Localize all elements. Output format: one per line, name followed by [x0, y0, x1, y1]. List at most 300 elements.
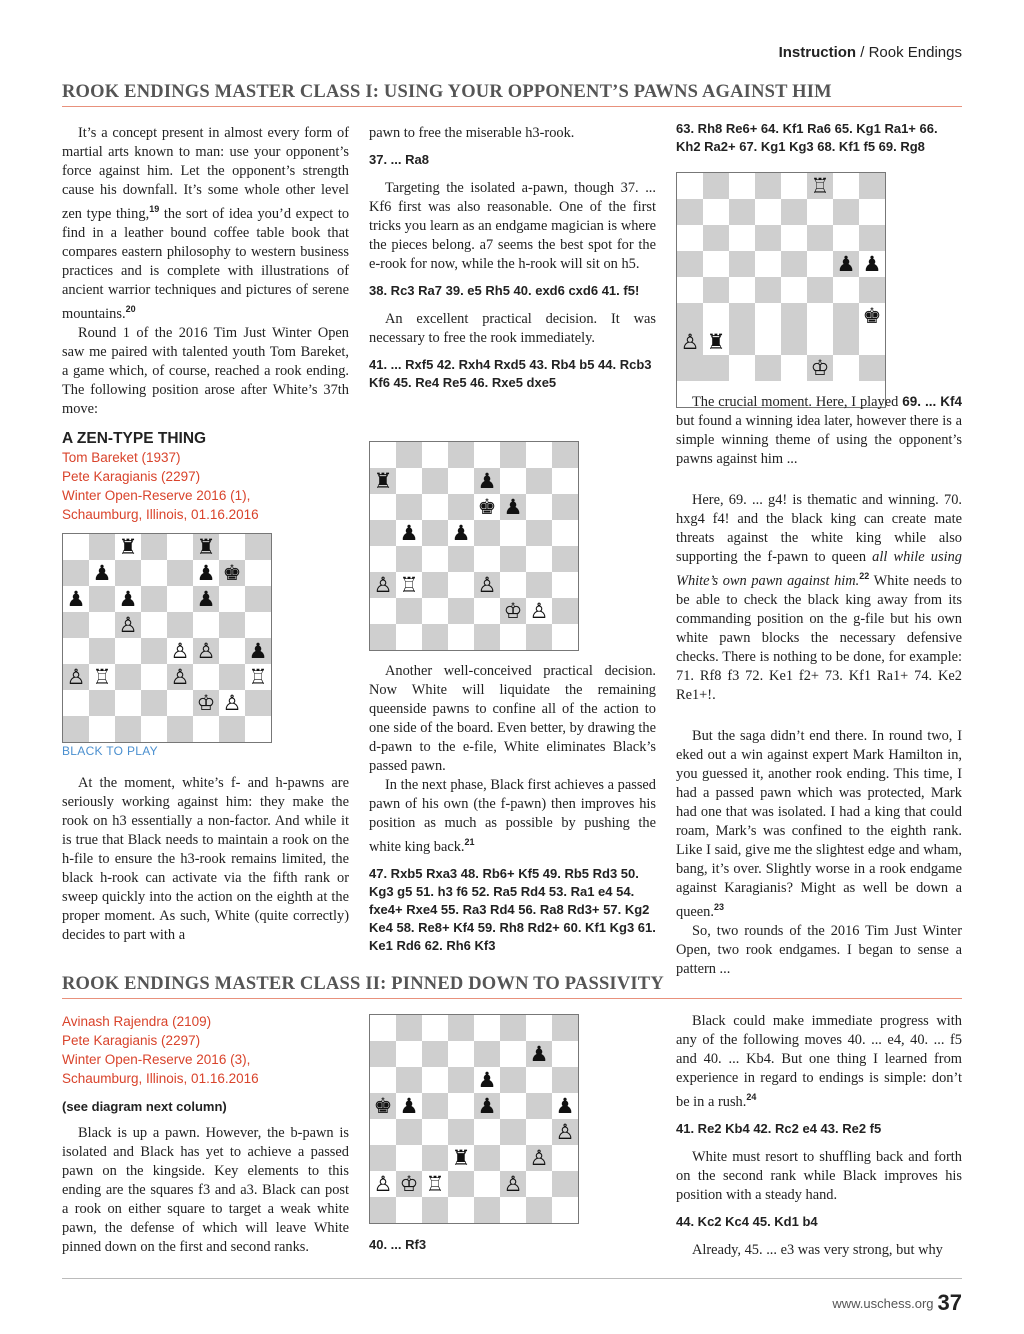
black-pawn-icon: ♟: [833, 251, 859, 277]
board-square: [193, 612, 219, 638]
board-square: [552, 1041, 578, 1067]
board-square: [219, 716, 245, 742]
board-square: [677, 355, 703, 381]
board-square: [396, 598, 422, 624]
board-square: [89, 690, 115, 716]
white-rook-icon: ♖: [245, 664, 271, 690]
board-square: [833, 355, 859, 381]
board-square: [552, 468, 578, 494]
board-square: [833, 173, 859, 199]
white-pawn-icon: ♙: [63, 664, 89, 690]
footer-url: www.uschess.org: [832, 1296, 934, 1311]
white-pawn-icon: ♙: [500, 1171, 526, 1197]
s1-column-3-continued: [676, 392, 962, 979]
board-square: [500, 442, 526, 468]
board-square: [703, 199, 729, 225]
board-square: [526, 1067, 552, 1093]
chess-diagram-3: [676, 172, 886, 408]
board-square: [552, 442, 578, 468]
board-square: [807, 277, 833, 303]
board-square: [807, 329, 833, 355]
board-square: [422, 546, 448, 572]
white-pawn-icon: ♙: [552, 1119, 578, 1145]
board-square: [370, 1197, 396, 1223]
board-square: [781, 277, 807, 303]
board-square: [115, 716, 141, 742]
board-square: [89, 716, 115, 742]
board-square: [500, 1197, 526, 1223]
board-square: [396, 1015, 422, 1041]
board-square: [552, 572, 578, 598]
white-pawn-icon: ♙: [677, 329, 703, 355]
board-square: [474, 1041, 500, 1067]
board-square: [448, 1067, 474, 1093]
board-square: [552, 598, 578, 624]
board-square: [552, 494, 578, 520]
board-square: [500, 1145, 526, 1171]
board-square: [729, 225, 755, 251]
board-square: [859, 199, 885, 225]
board-square: [526, 442, 552, 468]
board-square: [859, 355, 885, 381]
board-square: [500, 520, 526, 546]
board-square: [474, 1171, 500, 1197]
board-square: [448, 546, 474, 572]
board-square: [422, 624, 448, 650]
board-square: [448, 494, 474, 520]
board-square: [833, 277, 859, 303]
s1-c1-paragraph-2: Round 1 of the 2016 Tim Just Winter Open saw me paired with talented youth Tom Bareket, a game which, of course, reached a rook ending. The following position arose after White’s 37th move:: [62, 324, 349, 417]
board-square: [781, 173, 807, 199]
white-pawn-icon: ♙: [167, 638, 193, 664]
s2-c3-paragraph-1: Black could make immediate progress with any of the following moves 40. ... e4, 40. ... f5 and 40. ... Kb4. But one thing I learned from experience in regard to endings is simple: don’t be in a rush.$^{24}$: [676, 1013, 962, 1110]
black-pawn-icon: ♟: [63, 586, 89, 612]
board-square: [422, 1197, 448, 1223]
black-rook-icon: ♜: [448, 1145, 474, 1171]
s1-c3-paragraph-1: The crucial moment. Here, I played 69. ... Kf4 but found a winning idea later, however there is a simple winning theme of using the opponent’s pawns against him ...: [676, 394, 962, 467]
board-square: [422, 1067, 448, 1093]
board-square: [526, 494, 552, 520]
board-square: [526, 1093, 552, 1119]
board-square: [396, 1145, 422, 1171]
board-square: [141, 534, 167, 560]
board-square: [781, 355, 807, 381]
board-square: [448, 624, 474, 650]
board-square: [63, 534, 89, 560]
board-square: [63, 560, 89, 586]
board-square: [781, 199, 807, 225]
board-square: [474, 1197, 500, 1223]
board-square: [219, 664, 245, 690]
black-rook-icon: ♜: [193, 534, 219, 560]
s2-c1-paragraph-1: Black is up a pawn. However, the b-pawn is isolated and Black has yet to achieve a passed pawn on the kingside. Key elements to this ending are the squares f3 and a3. Black can post a rook on either square to target a weak white pawn, the defense of which will leave White pinned down on the first and second ranks.: [62, 1125, 349, 1255]
black-pawn-icon: ♟: [474, 468, 500, 494]
board-square: [422, 598, 448, 624]
board-square: [729, 355, 755, 381]
board-square: [500, 1093, 526, 1119]
s1-c2-paragraph-1: pawn to free the miserable h3-rook.: [369, 125, 575, 141]
black-pawn-icon: ♟: [396, 520, 422, 546]
board-square: [552, 1015, 578, 1041]
board-square: [552, 1197, 578, 1223]
moves-41-46: 41. ... Rxf5 42. Rxh4 Rxd5 43. Rb4 b5 44. Rcb3 Kf6 45. Re4 Re5 46. Rxe5 dxe5: [369, 357, 652, 390]
black-pawn-icon: ♟: [474, 1067, 500, 1093]
board-square: [422, 520, 448, 546]
board-square: [396, 1197, 422, 1223]
s1-c2-paragraph-5: In the next phase, Black first achieves a passed pawn of his own (the f-pawn) then improves his position as much as possible by pushing the white king back.$^{21}$: [369, 777, 656, 855]
board-square: [448, 1041, 474, 1067]
s2-game-info: Avinash Rajendra (2109) Pete Karagianis (2297) Winter Open-Reserve 2016 (3), Schaumburg, Illinois, 01.16.2016: [62, 1014, 259, 1086]
s1-game-header: [62, 430, 349, 524]
board-square: [63, 716, 89, 742]
board-square: [755, 303, 781, 329]
board-square: [219, 612, 245, 638]
moves-44-45: 44. Kc2 Kc4 45. Kd1 b4: [676, 1213, 818, 1229]
board-square: [526, 1015, 552, 1041]
board-square: [526, 1171, 552, 1197]
black-pawn-icon: ♟: [859, 251, 885, 277]
board-square: [89, 534, 115, 560]
board-square: [396, 546, 422, 572]
board-square: [370, 1145, 396, 1171]
s2-column-3: [676, 1012, 962, 1260]
white-pawn-icon: ♙: [370, 1171, 396, 1197]
black-rook-icon: ♜: [703, 329, 729, 355]
board-square: [89, 638, 115, 664]
board-square: [167, 534, 193, 560]
board-square: [755, 329, 781, 355]
board-square: [422, 1041, 448, 1067]
board-square: [245, 716, 271, 742]
board-square: [474, 624, 500, 650]
board-square: [474, 1145, 500, 1171]
chess-diagram-2: [369, 441, 579, 651]
board-square: [703, 225, 729, 251]
section1-title: ROOK ENDINGS MASTER CLASS I: USING YOUR OPPONENT’S PAWNS AGAINST HIM: [62, 82, 962, 107]
s1-column-2: [369, 124, 656, 402]
board-square: [219, 638, 245, 664]
board-square: [448, 1015, 474, 1041]
board-square: [396, 1041, 422, 1067]
board-square: [448, 1119, 474, 1145]
board-square: [552, 624, 578, 650]
board-square: [755, 277, 781, 303]
board-square: [729, 277, 755, 303]
board-square: [219, 586, 245, 612]
moves-37: 37. ... Ra8: [369, 152, 429, 167]
board-square: [115, 690, 141, 716]
board-square: [500, 572, 526, 598]
board-square: [474, 1119, 500, 1145]
board-square: [552, 520, 578, 546]
board-square: [89, 586, 115, 612]
s1-column-1-continued: [62, 774, 349, 945]
board-square: [448, 572, 474, 598]
board-square: [755, 199, 781, 225]
board-square: [552, 546, 578, 572]
board-square: [859, 329, 885, 355]
board-square: [396, 494, 422, 520]
board-square: [141, 716, 167, 742]
board-square: [833, 199, 859, 225]
board-square: [63, 690, 89, 716]
white-rook-icon: ♖: [422, 1171, 448, 1197]
board-square: [526, 520, 552, 546]
moves-41-43: 41. Re2 Kb4 42. Rc2 e4 43. Re2 f5: [676, 1120, 882, 1136]
moves-38-41: 38. Rc3 Ra7 39. e5 Rh5 40. exd6 cxd6 41. f5!: [369, 283, 640, 298]
chess-diagram-1: [62, 533, 272, 743]
board-square: [115, 638, 141, 664]
white-king-icon: ♔: [807, 355, 833, 381]
board-square: [245, 534, 271, 560]
black-pawn-icon: ♟: [474, 1093, 500, 1119]
board-square: [474, 598, 500, 624]
black-pawn-icon: ♟: [245, 638, 271, 664]
board-square: [500, 1041, 526, 1067]
white-rook-icon: ♖: [807, 173, 833, 199]
board-square: [859, 225, 885, 251]
board-square: [370, 1015, 396, 1041]
board-square: [729, 199, 755, 225]
diagram-4-caption: 40. ... Rf3: [369, 1237, 427, 1252]
board-square: [703, 173, 729, 199]
black-king-icon: ♚: [370, 1093, 396, 1119]
footer-rule: [62, 1278, 962, 1279]
board-square: [422, 1145, 448, 1171]
s2-c3-paragraph-2: White must resort to shuffling back and forth on the second rank while Black improves his position with a steady hand.: [676, 1148, 962, 1203]
board-square: [422, 572, 448, 598]
board-square: [167, 690, 193, 716]
board-square: [526, 1197, 552, 1223]
board-square: [167, 716, 193, 742]
black-king-icon: ♚: [474, 494, 500, 520]
board-square: [781, 303, 807, 329]
board-square: [807, 251, 833, 277]
black-rook-icon: ♜: [370, 468, 396, 494]
white-king-icon: ♔: [500, 598, 526, 624]
board-square: [245, 612, 271, 638]
black-rook-icon: ♜: [115, 534, 141, 560]
black-pawn-icon: ♟: [500, 494, 526, 520]
footer: [832, 1290, 962, 1316]
board-square: [755, 225, 781, 251]
board-square: [141, 664, 167, 690]
white-pawn-icon: ♙: [193, 638, 219, 664]
board-square: [833, 303, 859, 329]
board-square: [193, 716, 219, 742]
white-pawn-icon: ♙: [526, 1145, 552, 1171]
board-square: [807, 225, 833, 251]
board-square: [677, 225, 703, 251]
board-square: [474, 1015, 500, 1041]
board-square: [63, 638, 89, 664]
board-square: [755, 251, 781, 277]
running-head: Instruction / Rook Endings: [778, 44, 962, 61]
board-square: [167, 586, 193, 612]
board-square: [729, 173, 755, 199]
board-square: [141, 612, 167, 638]
board-square: [833, 329, 859, 355]
board-square: [396, 1067, 422, 1093]
board-square: [115, 664, 141, 690]
board-square: [526, 572, 552, 598]
board-square: [219, 534, 245, 560]
board-square: [448, 1093, 474, 1119]
s1-column-1: [62, 124, 349, 419]
board-square: [370, 1119, 396, 1145]
board-square: [552, 1171, 578, 1197]
board-square: [781, 225, 807, 251]
board-square: [500, 468, 526, 494]
board-square: [396, 442, 422, 468]
s1-c3-paragraph-2: Here, 69. ... g4! is thematic and winning. 70. hxg4 f4! and the black king can create mate threats against the white king while also supporting the f-pawn to queen all while using White’s own pawn against him.$^{22}$ White needs to be able to check the black king away from its commanding position on the g-file but his own white pawn blocks the necessary defensive checks. There is nothing to be done, for example: 71. Rf8 f3 72. Ke1 f2+ 73. Kf1 Ra1+ 74. Ke2 Re1+!.: [676, 492, 963, 703]
board-square: [422, 1119, 448, 1145]
white-king-icon: ♔: [396, 1171, 422, 1197]
board-square: [474, 520, 500, 546]
moves-63-69: 63. Rh8 Re6+ 64. Kf1 Ra6 65. Kg1 Ra1+ 66. Kh2 Ra2+ 67. Kg1 Kg3 68. Kf1 f5 69. Rg8: [676, 121, 938, 154]
black-pawn-icon: ♟: [552, 1093, 578, 1119]
black-pawn-icon: ♟: [115, 586, 141, 612]
board-square: [370, 598, 396, 624]
board-square: [552, 1067, 578, 1093]
board-square: [703, 277, 729, 303]
board-square: [755, 355, 781, 381]
board-square: [396, 468, 422, 494]
board-square: [677, 173, 703, 199]
board-square: [448, 1171, 474, 1197]
board-square: [729, 251, 755, 277]
board-square: [500, 1119, 526, 1145]
running-head-section: Instruction: [778, 44, 857, 61]
white-king-icon: ♔: [193, 690, 219, 716]
board-square: [526, 468, 552, 494]
black-pawn-icon: ♟: [448, 520, 474, 546]
board-square: [370, 1067, 396, 1093]
see-diagram-note: (see diagram next column): [62, 1099, 227, 1114]
board-square: [370, 520, 396, 546]
board-square: [526, 624, 552, 650]
board-square: [193, 664, 219, 690]
board-square: [370, 494, 396, 520]
s1-c2-paragraph-3: An excellent practical decision. It was necessary to free the rook immediately.: [369, 311, 656, 346]
board-square: [526, 546, 552, 572]
board-square: [422, 442, 448, 468]
black-pawn-icon: ♟: [526, 1041, 552, 1067]
board-square: [833, 225, 859, 251]
s1-c2-paragraph-4: Another well-conceived practical decision. Now White will liquidate the remaining queenside pawns to confine all of the action to one side of the board. Even better, by drawing the d-pawn to the e-file, White eliminates Black’s passed pawn.: [369, 663, 656, 774]
chess-diagram-4: [369, 1014, 579, 1224]
diagram-1-caption: BLACK TO PLAY: [62, 744, 158, 758]
board-square: [422, 1015, 448, 1041]
board-square: [396, 624, 422, 650]
page-number: 37: [937, 1290, 962, 1315]
board-square: [245, 690, 271, 716]
board-square: [859, 173, 885, 199]
s2-game-header: [62, 1012, 349, 1257]
board-square: [677, 199, 703, 225]
board-square: [729, 329, 755, 355]
black-pawn-icon: ♟: [396, 1093, 422, 1119]
board-square: [677, 251, 703, 277]
board-square: [141, 560, 167, 586]
s1-c1-paragraph-1: It’s a concept present in almost every form of martial arts known to man: use your opponent’s force against him. Let the opponent’s strength cause his downfall. It’s some whole other level zen type thing,$^{19}$ the sort of idea you’d expect to find in a leather bound coffee table book that compares eastern philosophy to western business practices and is complete with illustrations of ancient warrior techniques and pictures of serene mountains.$^{20}$: [62, 125, 350, 322]
board-square: [141, 586, 167, 612]
board-square: [422, 1093, 448, 1119]
board-square: [396, 1119, 422, 1145]
s1-c2-paragraph-2: Targeting the isolated a-pawn, though 37. ... Kf6 first was also reasonable. One of the first tricks you learn as an endgame magician is where the pieces belong. a7 seems the best spot for the e-rook for now, while the h-rook will sit on h5.: [369, 180, 656, 272]
board-square: [677, 277, 703, 303]
black-pawn-icon: ♟: [193, 586, 219, 612]
black-king-icon: ♚: [219, 560, 245, 586]
board-square: [422, 468, 448, 494]
black-pawn-icon: ♟: [89, 560, 115, 586]
board-square: [448, 1197, 474, 1223]
board-square: [859, 277, 885, 303]
board-square: [807, 199, 833, 225]
s1-column-2-continued: [369, 662, 656, 965]
board-square: [703, 251, 729, 277]
board-square: [89, 612, 115, 638]
white-pawn-icon: ♙: [167, 664, 193, 690]
board-square: [245, 560, 271, 586]
white-pawn-icon: ♙: [115, 612, 141, 638]
board-square: [448, 442, 474, 468]
game-heading: A ZEN-TYPE THING: [62, 430, 207, 447]
board-square: [500, 546, 526, 572]
moves-47-62: 47. Rxb5 Rxa3 48. Rb6+ Kf5 49. Rb5 Rd3 50. Kg3 g5 51. h3 f6 52. Ra5 Rd4 53. Ra1 e4 54. fxe4+ Rxe4 55. Ra3 Rd4 56. Ra8 Rd3+ 57. Kg2 Ke4 58. Re8+ Kf4 59. Rh8 Rd2+ 60. Kf1 Kg3 61. Ke1 Rd6 62. Rh6 Kf3: [369, 865, 656, 953]
board-square: [370, 1041, 396, 1067]
board-square: [755, 173, 781, 199]
white-pawn-icon: ♙: [370, 572, 396, 598]
board-square: [729, 303, 755, 329]
board-square: [167, 612, 193, 638]
board-square: [474, 546, 500, 572]
section2-title: ROOK ENDINGS MASTER CLASS II: PINNED DOWN TO PASSIVITY: [62, 974, 962, 999]
board-square: [370, 442, 396, 468]
board-square: [703, 355, 729, 381]
board-square: [677, 303, 703, 329]
white-rook-icon: ♖: [396, 572, 422, 598]
board-square: [500, 624, 526, 650]
black-pawn-icon: ♟: [193, 560, 219, 586]
board-square: [552, 1145, 578, 1171]
s1-c3-paragraph-3: But the saga didn’t end there. In round two, I eked out a win against expert Mark Hamilton in, you guessed it, another rook ending. This time, I had a passed pawn which was protected, Mark had one that was isolated. I had a king that could roam, Mark’s was confined to the eighth rank. Like I said, give me the slightest edge and wham, bang, it’s over. Slightly worse in a rook endgame against Karagianis? Might as well be down a queen.$^{23}$: [676, 727, 962, 920]
board-square: [63, 612, 89, 638]
white-pawn-icon: ♙: [219, 690, 245, 716]
board-square: [474, 442, 500, 468]
board-square: [115, 560, 141, 586]
game-info: Tom Bareket (1937) Pete Karagianis (2297) Winter Open-Reserve 2016 (1), Schaumburg, Illinois, 01.16.2016: [62, 450, 259, 522]
board-square: [781, 251, 807, 277]
white-rook-icon: ♖: [89, 664, 115, 690]
black-king-icon: ♚: [859, 303, 885, 329]
board-square: [500, 1015, 526, 1041]
board-square: [807, 303, 833, 329]
board-square: [141, 690, 167, 716]
board-square: [245, 586, 271, 612]
board-square: [422, 494, 448, 520]
s1-c1-paragraph-3: At the moment, white’s f- and h-pawns are seriously working against him: they make the rook on h3 essentially a non-factor. And while it is true that Black needs to maintain a rook on the h-file to ensure the h3-rook remains limited, the black h-rook can activate via the fifth rank or sweep quickly into the action on the eighth at the proper moment. As such, White (quite correctly) decides to part with a: [62, 775, 349, 943]
board-square: [370, 546, 396, 572]
board-square: [526, 1119, 552, 1145]
board-square: [448, 598, 474, 624]
white-pawn-icon: ♙: [474, 572, 500, 598]
board-square: [141, 638, 167, 664]
board-square: [370, 624, 396, 650]
running-head-topic: Rook Endings: [868, 44, 962, 61]
s1-c3-paragraph-4: So, two rounds of the 2016 Tim Just Winter Open, two rook endgames. I began to sense a pattern ...: [676, 922, 962, 977]
board-square: [167, 560, 193, 586]
